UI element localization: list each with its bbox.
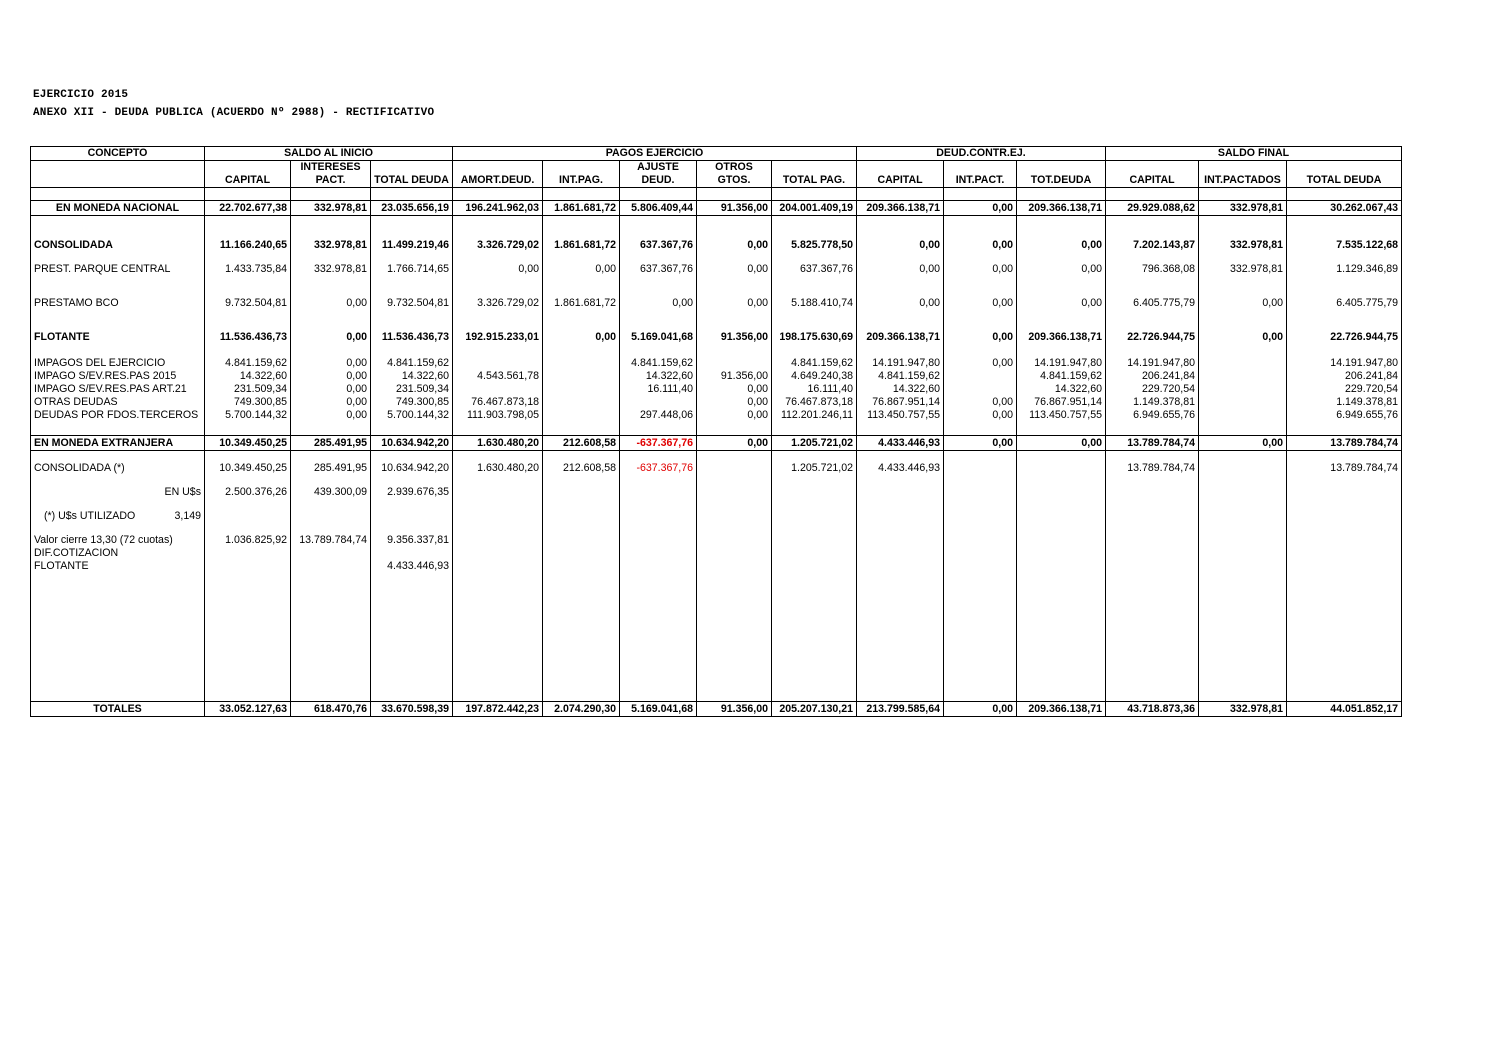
cell-value: 5.825.778,50 <box>772 228 857 252</box>
row-impago-art21 <box>31 383 1402 396</box>
cell-value: 11.166.240,65 <box>205 228 291 252</box>
cell-value <box>1199 370 1287 383</box>
spacer-row <box>31 188 1402 201</box>
cell-value: 5.700.144,32 <box>371 409 453 422</box>
column-header <box>371 161 453 175</box>
cell-value: 0,00 <box>291 370 371 383</box>
row-label: PREST. PARQUE CENTRAL <box>31 252 205 276</box>
row-flotante-ext <box>31 560 1402 573</box>
cell-value: 0,00 <box>857 228 944 252</box>
cell-value: 4.841.159,62 <box>620 357 697 370</box>
row-label: FLOTANTE <box>31 310 205 344</box>
cell-value: 1.630.480,20 <box>453 451 543 476</box>
cell-value: 0,00 <box>291 276 371 310</box>
cell-value: 10.349.450,25 <box>205 451 291 476</box>
column-header: DEUD. <box>620 174 697 188</box>
row-prestamo-bco <box>31 276 1402 310</box>
cell-value: 198.175.630,69 <box>772 310 857 344</box>
cell-value: 0,00 <box>453 252 543 276</box>
cell-value: 14.322,60 <box>620 370 697 383</box>
cell-value: 332.978,81 <box>291 228 371 252</box>
column-header: AMORT.DEUD. <box>453 174 543 188</box>
cell-value: 13.789.784,74 <box>1287 451 1402 476</box>
row-label: EN MONEDA NACIONAL <box>31 201 205 216</box>
cell-value: 43.718.873,36 <box>1106 702 1199 717</box>
row-label: EN MONEDA EXTRANJERA <box>31 436 205 451</box>
group-concepto: CONCEPTO <box>31 147 205 161</box>
cell-value: 0,00 <box>543 252 620 276</box>
cell-value <box>620 396 697 409</box>
cell-value: 0,00 <box>543 310 620 344</box>
cell-value: 4.841.159,62 <box>1017 370 1106 383</box>
cell-value: 113.450.757,55 <box>857 409 944 422</box>
row-dif-cotizacion <box>31 547 1402 560</box>
cell-value: 212.608,58 <box>543 451 620 476</box>
cell-value: 6.405.775,79 <box>1106 276 1199 310</box>
cell-value: 9.732.504,81 <box>371 276 453 310</box>
cell-value: 76.467.873,18 <box>453 396 543 409</box>
cell-value: 3.326.729,02 <box>453 276 543 310</box>
cell-value: 213.799.585,64 <box>857 702 944 717</box>
flotante-ext-label: FLOTANTE <box>31 560 205 573</box>
cell-value: 33.052.127,63 <box>205 702 291 717</box>
cell-value: 112.201.246,11 <box>772 409 857 422</box>
cell-value: 14.191.947,80 <box>1106 357 1199 370</box>
column-header: GTOS. <box>697 174 772 188</box>
cell-value <box>944 451 1017 476</box>
cell-value: 1.766.714,65 <box>371 252 453 276</box>
cell-value: 332.978,81 <box>1199 252 1287 276</box>
flotante-ext-total: 4.433.446,93 <box>371 560 453 573</box>
column-header <box>205 161 291 175</box>
cell-value: 229.720,54 <box>1287 383 1402 396</box>
cell-value: 4.649.240,38 <box>772 370 857 383</box>
cell-value: 3.326.729,02 <box>453 228 543 252</box>
cell-value: 6.949.655,76 <box>1287 409 1402 422</box>
cell-value <box>543 357 620 370</box>
cell-value: 0,00 <box>1017 228 1106 252</box>
cell-value: 332.978,81 <box>1199 201 1287 216</box>
cell-value: 285.491,95 <box>291 436 371 451</box>
cell-value <box>1199 357 1287 370</box>
cell-value: 9.732.504,81 <box>205 276 291 310</box>
cell-value: 22.726.944,75 <box>1287 310 1402 344</box>
cell-value: 204.001.409,19 <box>772 201 857 216</box>
cell-value: 23.035.656,19 <box>371 201 453 216</box>
en-usd-total: 2.939.676,35 <box>371 475 453 499</box>
cell-value <box>543 396 620 409</box>
cell-value: 0,00 <box>697 276 772 310</box>
cell-value: 4.543.561,78 <box>453 370 543 383</box>
row-label: IMPAGO S/EV.RES.PAS 2015 <box>31 370 205 383</box>
cell-value: 0,00 <box>944 310 1017 344</box>
document-titles <box>33 86 434 122</box>
cell-value <box>697 357 772 370</box>
cell-value: 4.841.159,62 <box>205 357 291 370</box>
cell-value: 16.111,40 <box>772 383 857 396</box>
cell-value: 637.367,76 <box>620 252 697 276</box>
cell-value: 297.448,06 <box>620 409 697 422</box>
cell-value: 1.205.721,02 <box>772 436 857 451</box>
valor-cierre-capital: 1.036.825,92 <box>205 523 291 547</box>
cell-value: 14.191.947,80 <box>1287 357 1402 370</box>
cell-value <box>1199 409 1287 422</box>
spacer-row <box>31 422 1402 436</box>
column-header-bottom-row <box>31 174 1402 188</box>
cell-value: 209.366.138,71 <box>1017 310 1106 344</box>
column-header <box>453 161 543 175</box>
cell-value: 113.450.757,55 <box>1017 409 1106 422</box>
cell-value: 749.300,85 <box>371 396 453 409</box>
cell-value: 91.356,00 <box>697 702 772 717</box>
cell-value: 11.536.436,73 <box>371 310 453 344</box>
cell-value: 0,00 <box>944 702 1017 717</box>
dif-cotizacion-label: DIF.COTIZACION <box>31 547 205 560</box>
cell-value: 10.634.942,20 <box>371 451 453 476</box>
cell-value <box>1199 451 1287 476</box>
row-prest-parque-central <box>31 252 1402 276</box>
column-header: CAPITAL <box>1106 174 1199 188</box>
cell-value: 0,00 <box>857 276 944 310</box>
cell-value: 0,00 <box>1199 310 1287 344</box>
cell-value: 285.491,95 <box>291 451 371 476</box>
cell-value: 206.241,84 <box>1287 370 1402 383</box>
group-saldo-inicio: SALDO AL INICIO <box>205 147 453 161</box>
cell-value: 332.978,81 <box>1199 702 1287 717</box>
row-label: CONSOLIDADA (*) <box>31 451 205 476</box>
cell-value: 1.149.378,81 <box>1106 396 1199 409</box>
column-header: TOTAL DEUDA <box>1287 174 1402 188</box>
cell-value: 637.367,76 <box>620 228 697 252</box>
cell-value: 618.470,76 <box>291 702 371 717</box>
cell-value <box>543 383 620 396</box>
cell-value: 111.903.798,05 <box>453 409 543 422</box>
cell-value: 5.806.409,44 <box>620 201 697 216</box>
cell-value: 91.356,00 <box>697 310 772 344</box>
cell-value: 0,00 <box>697 436 772 451</box>
usd-utilizado-label: (*) U$s UTILIZADO <box>44 510 136 522</box>
cell-value: 5.169.041,68 <box>620 702 697 717</box>
cell-value: 0,00 <box>697 396 772 409</box>
cell-value: 1.205.721,02 <box>772 451 857 476</box>
cell-value: 0,00 <box>1017 252 1106 276</box>
cell-value: -637.367,76 <box>620 436 697 451</box>
cell-value: 6.949.655,76 <box>1106 409 1199 422</box>
cell-value <box>697 451 772 476</box>
cell-value: 14.191.947,80 <box>1017 357 1106 370</box>
cell-value: 1.129.346,89 <box>1287 252 1402 276</box>
cell-value: 206.241,84 <box>1106 370 1199 383</box>
cell-value: 205.207.130,21 <box>772 702 857 717</box>
cell-value: 5.169.041,68 <box>620 310 697 344</box>
row-moneda-nacional <box>31 201 1402 216</box>
valor-cierre-intereses: 13.789.784,74 <box>291 523 371 547</box>
cell-value: 11.536.436,73 <box>205 310 291 344</box>
title-anexo: ANEXO XII - DEUDA PUBLICA (ACUERDO Nº 2988) - RECTIFICATIVO <box>33 107 435 119</box>
cell-value: 209.366.138,71 <box>857 310 944 344</box>
cell-value: 212.608,58 <box>543 436 620 451</box>
cell-value: 13.789.784,74 <box>1106 451 1199 476</box>
cell-value: 0,00 <box>944 252 1017 276</box>
cell-value: 1.861.681,72 <box>543 228 620 252</box>
cell-value: 0,00 <box>697 383 772 396</box>
row-usd-utilizado <box>31 499 1402 523</box>
cell-value: 5.188.410,74 <box>772 276 857 310</box>
valor-cierre-label: Valor cierre 13,30 (72 cuotas) <box>31 523 205 547</box>
cell-value: 0,00 <box>1017 436 1106 451</box>
cell-value: 14.322,60 <box>205 370 291 383</box>
cell-value: 76.867.951,14 <box>1017 396 1106 409</box>
group-header-row <box>31 147 1402 161</box>
en-usd-label: EN U$s <box>31 475 205 499</box>
column-header <box>31 174 205 188</box>
cell-value: 91.356,00 <box>697 370 772 383</box>
cell-value: 231.509,34 <box>205 383 291 396</box>
cell-value: 192.915.233,01 <box>453 310 543 344</box>
column-header: PACT. <box>291 174 371 188</box>
cell-value: 33.670.598,39 <box>371 702 453 717</box>
cell-value: 29.929.088,62 <box>1106 201 1199 216</box>
en-usd-capital: 2.500.376,26 <box>205 475 291 499</box>
cell-value: 13.789.784,74 <box>1287 436 1402 451</box>
cell-value: 209.366.138,71 <box>857 201 944 216</box>
cell-value: 1.861.681,72 <box>543 276 620 310</box>
usd-utilizado-value: 3,149 <box>174 510 201 522</box>
cell-value <box>944 370 1017 383</box>
column-header: CAPITAL <box>857 174 944 188</box>
cell-value: 44.051.852,17 <box>1287 702 1402 717</box>
cell-value <box>453 383 543 396</box>
row-consolidada <box>31 228 1402 252</box>
cell-value: 0,00 <box>1199 276 1287 310</box>
cell-value: 14.191.947,80 <box>857 357 944 370</box>
cell-value: 0,00 <box>697 252 772 276</box>
cell-value: 0,00 <box>620 276 697 310</box>
cell-value: 11.499.219,46 <box>371 228 453 252</box>
cell-value: 6.405.775,79 <box>1287 276 1402 310</box>
cell-value: 196.241.962,03 <box>453 201 543 216</box>
spacer-row <box>31 216 1402 229</box>
cell-value: 231.509,34 <box>371 383 453 396</box>
cell-value: 76.867.951,14 <box>857 396 944 409</box>
cell-value <box>1199 396 1287 409</box>
cell-value: 0,00 <box>291 357 371 370</box>
cell-value: 13.789.784,74 <box>1106 436 1199 451</box>
row-flotante <box>31 310 1402 344</box>
column-header <box>857 161 944 175</box>
spacer-row <box>31 344 1402 357</box>
row-label: IMPAGO S/EV.RES.PAS ART.21 <box>31 383 205 396</box>
column-header <box>1287 161 1402 175</box>
cell-value <box>543 370 620 383</box>
cell-value: 1.630.480,20 <box>453 436 543 451</box>
valor-cierre-total: 9.356.337,81 <box>371 523 453 547</box>
cell-value: 14.322,60 <box>857 383 944 396</box>
cell-value: 0,00 <box>944 201 1017 216</box>
cell-value: 0,00 <box>291 396 371 409</box>
row-deudas-fdos-terceros <box>31 409 1402 422</box>
cell-value: 749.300,85 <box>205 396 291 409</box>
column-header: TOT.DEUDA <box>1017 174 1106 188</box>
cell-value: 4.841.159,62 <box>772 357 857 370</box>
cell-value <box>944 383 1017 396</box>
row-consolidada-ext <box>31 451 1402 476</box>
row-label: OTRAS DEUDAS <box>31 396 205 409</box>
cell-value: 0,00 <box>944 228 1017 252</box>
cell-value: 10.349.450,25 <box>205 436 291 451</box>
filler-row <box>31 573 1402 702</box>
cell-value: 0,00 <box>697 228 772 252</box>
cell-value: 7.202.143,87 <box>1106 228 1199 252</box>
row-label: TOTALES <box>31 702 205 717</box>
column-header <box>944 161 1017 175</box>
column-header <box>543 161 620 175</box>
cell-value: 1.149.378,81 <box>1287 396 1402 409</box>
cell-value: 637.367,76 <box>772 252 857 276</box>
cell-value: 0,00 <box>944 357 1017 370</box>
cell-value: 209.366.138,71 <box>1017 702 1106 717</box>
en-usd-intereses: 439.300,09 <box>291 475 371 499</box>
cell-value <box>1199 383 1287 396</box>
cell-value: 0,00 <box>1017 276 1106 310</box>
column-header: TOTAL PAG. <box>772 174 857 188</box>
cell-value <box>543 409 620 422</box>
cell-value: 229.720,54 <box>1106 383 1199 396</box>
cell-value: 0,00 <box>944 436 1017 451</box>
column-header: TOTAL DEUDA <box>371 174 453 188</box>
column-header: INTERESES <box>291 161 371 175</box>
deuda-publica-table <box>30 146 1402 717</box>
cell-value: 7.535.122,68 <box>1287 228 1402 252</box>
cell-value: 209.366.138,71 <box>1017 201 1106 216</box>
column-header <box>1017 161 1106 175</box>
cell-value: 30.262.067,43 <box>1287 201 1402 216</box>
cell-value: 91.356,00 <box>697 201 772 216</box>
group-deud-contr: DEUD.CONTR.EJ. <box>857 147 1106 161</box>
row-label: CONSOLIDADA <box>31 228 205 252</box>
column-header <box>772 161 857 175</box>
cell-value: 0,00 <box>944 396 1017 409</box>
group-pagos-ejercicio: PAGOS EJERCICIO <box>453 147 857 161</box>
row-label: DEUDAS POR FDOS.TERCEROS <box>31 409 205 422</box>
column-header: CAPITAL <box>205 174 291 188</box>
row-otras-deudas <box>31 396 1402 409</box>
cell-value: 4.841.159,62 <box>371 357 453 370</box>
row-totales <box>31 702 1402 717</box>
cell-value: 197.872.442,23 <box>453 702 543 717</box>
row-en-usd <box>31 475 1402 499</box>
group-saldo-final: SALDO FINAL <box>1106 147 1402 161</box>
cell-value: 0,00 <box>944 409 1017 422</box>
row-impago-2015 <box>31 370 1402 383</box>
row-label: PRESTAMO BCO <box>31 276 205 310</box>
cell-value: 332.978,81 <box>291 201 371 216</box>
cell-value: -637.367,76 <box>620 451 697 476</box>
cell-value: 16.111,40 <box>620 383 697 396</box>
cell-value: 0,00 <box>291 310 371 344</box>
column-header: AJUSTE <box>620 161 697 175</box>
row-impagos-ejercicio <box>31 357 1402 370</box>
cell-value: 76.467.873,18 <box>772 396 857 409</box>
column-header <box>1106 161 1199 175</box>
cell-value: 2.074.290,30 <box>543 702 620 717</box>
column-header: OTROS <box>697 161 772 175</box>
cell-value <box>1017 451 1106 476</box>
column-header-top-row <box>31 161 1402 175</box>
row-moneda-extranjera <box>31 436 1402 451</box>
cell-value: 796.368,08 <box>1106 252 1199 276</box>
title-ejercicio: EJERCICIO 2015 <box>33 89 129 101</box>
cell-value: 5.700.144,32 <box>205 409 291 422</box>
cell-value: 10.634.942,20 <box>371 436 453 451</box>
cell-value: 22.726.944,75 <box>1106 310 1199 344</box>
column-header <box>31 161 205 175</box>
cell-value: 4.433.446,93 <box>857 436 944 451</box>
cell-value: 332.978,81 <box>291 252 371 276</box>
cell-value: 1.861.681,72 <box>543 201 620 216</box>
cell-value: 4.841.159,62 <box>857 370 944 383</box>
cell-value: 0,00 <box>944 276 1017 310</box>
column-header: INT.PACTADOS <box>1199 174 1287 188</box>
cell-value: 332.978,81 <box>1199 228 1287 252</box>
cell-value: 14.322,60 <box>1017 383 1106 396</box>
cell-value: 1.433.735,84 <box>205 252 291 276</box>
row-valor-cierre <box>31 523 1402 547</box>
cell-value: 0,00 <box>291 383 371 396</box>
row-label: IMPAGOS DEL EJERCICIO <box>31 357 205 370</box>
cell-value: 0,00 <box>291 409 371 422</box>
column-header: INT.PACT. <box>944 174 1017 188</box>
cell-value: 22.702.677,38 <box>205 201 291 216</box>
cell-value: 0,00 <box>857 252 944 276</box>
column-header: INT.PAG. <box>543 174 620 188</box>
cell-value: 0,00 <box>1199 436 1287 451</box>
cell-value <box>453 357 543 370</box>
cell-value: 0,00 <box>697 409 772 422</box>
cell-value: 4.433.446,93 <box>857 451 944 476</box>
column-header <box>1199 161 1287 175</box>
cell-value: 14.322,60 <box>371 370 453 383</box>
